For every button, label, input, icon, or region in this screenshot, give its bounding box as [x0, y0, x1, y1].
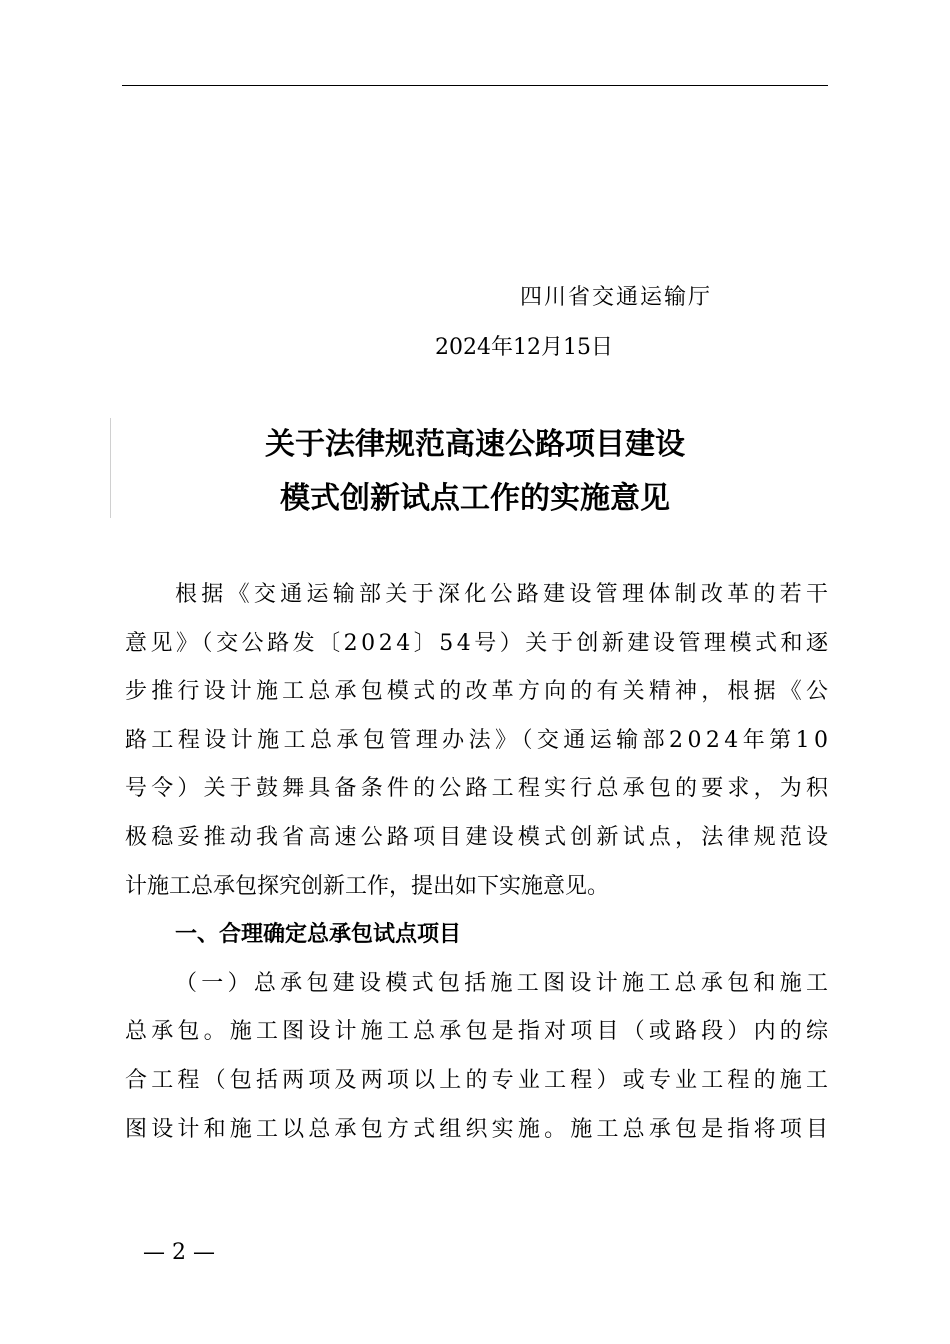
- page-number: — 2 —: [143, 1240, 215, 1265]
- body-line: 图设计和施工以总承包方式组织实施。施工总承包是指将项目: [125, 1116, 833, 1142]
- document-title: [122, 418, 828, 526]
- issuer-name: 四川省交通运输厅: [520, 285, 713, 310]
- body-line: 总承包。施工图设计施工总承包是指对项目（或路段）内的综: [125, 1019, 833, 1045]
- margin-mark: [110, 418, 111, 518]
- body-line: 计施工总承包探究创新工作，提出如下实施意见。: [125, 873, 610, 899]
- body-line: 极稳妥推动我省高速公路项目建设模式创新试点，法律规范设: [125, 824, 833, 850]
- document-title-line-1: 关于法律规范高速公路项目建设: [265, 427, 685, 462]
- body-line: 合工程（包括两项及两项以上的专业工程）或专业工程的施工: [125, 1067, 833, 1093]
- header-rule: [122, 85, 828, 86]
- body-line: 意见》（交公路发〔2024〕54号）关于创新建设管理模式和逐: [125, 630, 832, 656]
- section-heading: 一、合理确定总承包试点项目: [175, 922, 462, 948]
- body-line: （一）总承包建设模式包括施工图设计施工总承包和施工: [175, 970, 833, 996]
- issue-date: 2024年12月15日: [435, 335, 613, 360]
- body-line: 路工程设计施工总承包管理办法》（交通运输部2024年第10: [125, 727, 833, 753]
- body-line: 步推行设计施工总承包模式的改革方向的有关精神，根据《公: [125, 679, 833, 705]
- document-title-line-2: 模式创新试点工作的实施意见: [280, 481, 670, 516]
- document-body: [125, 576, 833, 1159]
- body-line: 根据《交通运输部关于深化公路建设管理体制改革的若干: [175, 582, 833, 607]
- body-line: 号令）关于鼓舞具备条件的公路工程实行总承包的要求，为积: [125, 776, 833, 802]
